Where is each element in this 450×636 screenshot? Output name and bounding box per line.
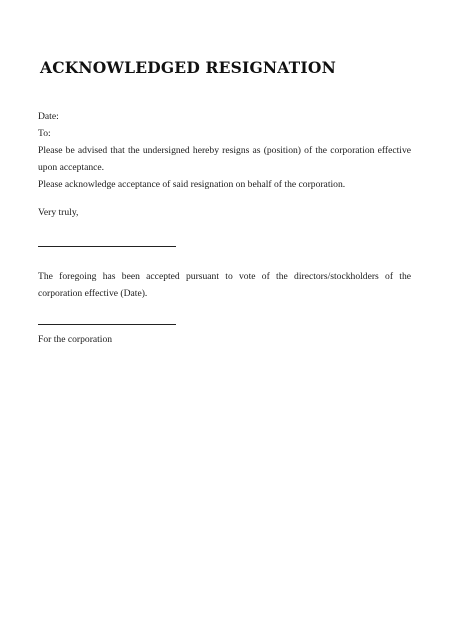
resignation-paragraph: Please be advised that the undersigned hereby resigns as (position) of the corporation effective upon acceptance. <box>38 145 411 173</box>
acceptance-paragraph: The foregoing has been accepted pursuant to vote of the directors/stockholders of the corporation effective (Date). <box>38 271 411 299</box>
date-label: Date: <box>38 111 59 122</box>
to-label: To: <box>38 128 51 139</box>
closing-text: Very truly, <box>38 207 79 218</box>
document-title: ACKNOWLEDGED RESIGNATION <box>40 58 336 77</box>
signature-line-resignee <box>38 246 176 247</box>
signature-line-corporation <box>38 324 176 325</box>
acknowledge-request-paragraph: Please acknowledge acceptance of said resignation on behalf of the corporation. <box>38 179 346 190</box>
signature-caption: For the corporation <box>38 334 113 345</box>
